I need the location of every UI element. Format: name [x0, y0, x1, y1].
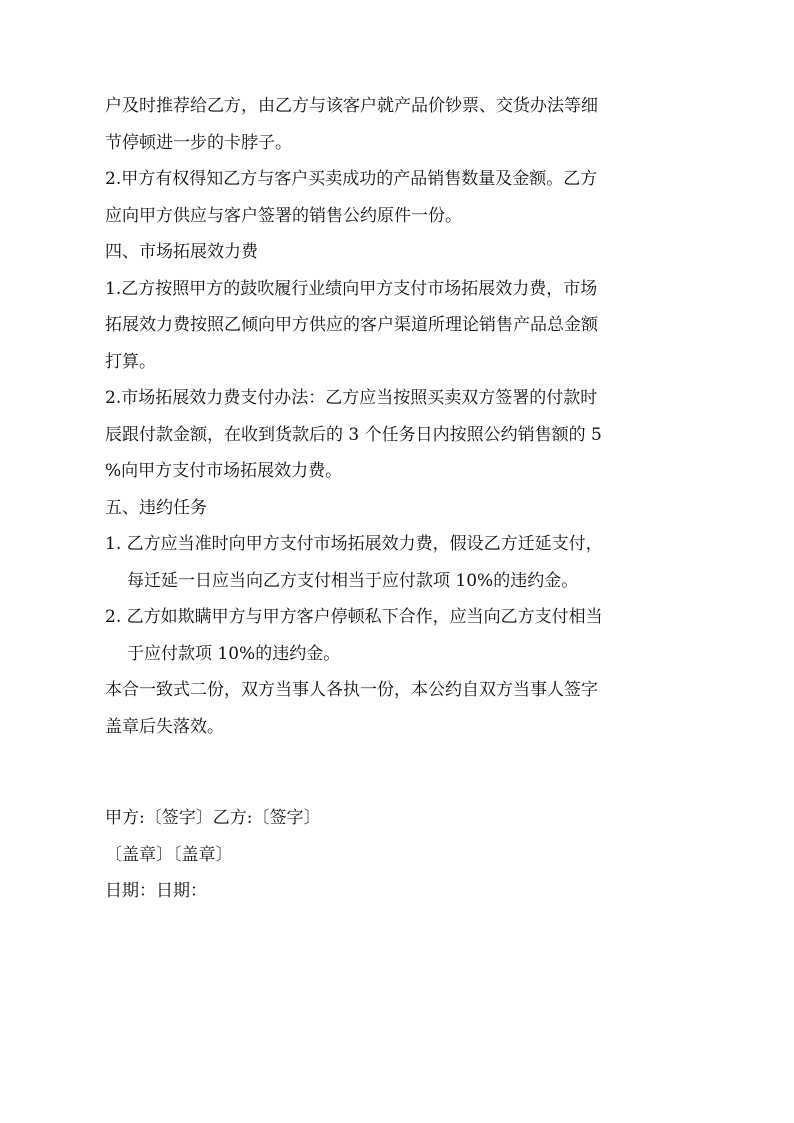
paragraph-line: 2.甲方有权得知乙方与客户买卖成功的产品销售数量及金额。乙方 — [105, 169, 598, 189]
paragraph-line: 节停顿进一步的卡脖子。 — [105, 132, 292, 153]
document-page — [105, 88, 693, 910]
paragraph-line: 盖章后失落效。 — [105, 716, 224, 737]
list-item-line: 1. 乙方应当准时向甲方支付市场拓展效力费，假设乙方迁延支付， — [105, 534, 603, 554]
paragraph-line: 1.乙方按照甲方的鼓吹履行业绩向甲方支付市场拓展效力费，市场 — [105, 278, 598, 299]
paragraph-line: 拓展效力费按照乙倾向甲方供应的客户渠道所理论销售产品总金额 — [105, 315, 598, 335]
paragraph-line: %向甲方支付市场拓展效力费。 — [105, 461, 343, 481]
signature-parties: 甲方:〔签字〕乙方:〔签字〕 — [105, 808, 321, 828]
paragraph-line: 户及时推荐给乙方，由乙方与该客户就产品价钞票、交货办法等细 — [105, 96, 598, 116]
list-item-line: 每迁延一日应当向乙方支付相当于应付款项 10%的违约金。 — [127, 570, 579, 591]
paragraph-line: 打算。 — [105, 351, 156, 372]
paragraph-line: 本合一致式二份，双方当事人各执一份，本公约自双方当事人签字 — [105, 680, 598, 700]
paragraph-line: 应向甲方供应与客户签署的销售公约原件一份。 — [105, 205, 462, 226]
signature-dates: 日期：日期： — [105, 881, 207, 901]
paragraph-line: 辰跟付款金额，在收到货款后的 3 个任务日内按照公约销售额的 5 — [105, 424, 602, 445]
section-heading-breach: 五、违约任务 — [105, 497, 207, 518]
list-item-line: 于应付款项 10%的违约金。 — [127, 643, 341, 664]
spacer — [105, 745, 693, 800]
section-heading-market-fee: 四、市场拓展效力费 — [105, 242, 258, 262]
list-item-line: 2. 乙方如欺瞒甲方与甲方客户停顿私下合作，应当向乙方支付相当 — [105, 607, 603, 627]
paragraph-line: 2.市场拓展效力费支付办法：乙方应当按照买卖双方签署的付款时 — [105, 388, 598, 408]
signature-seals: 〔盖章〕〔盖章〕 — [105, 844, 233, 865]
